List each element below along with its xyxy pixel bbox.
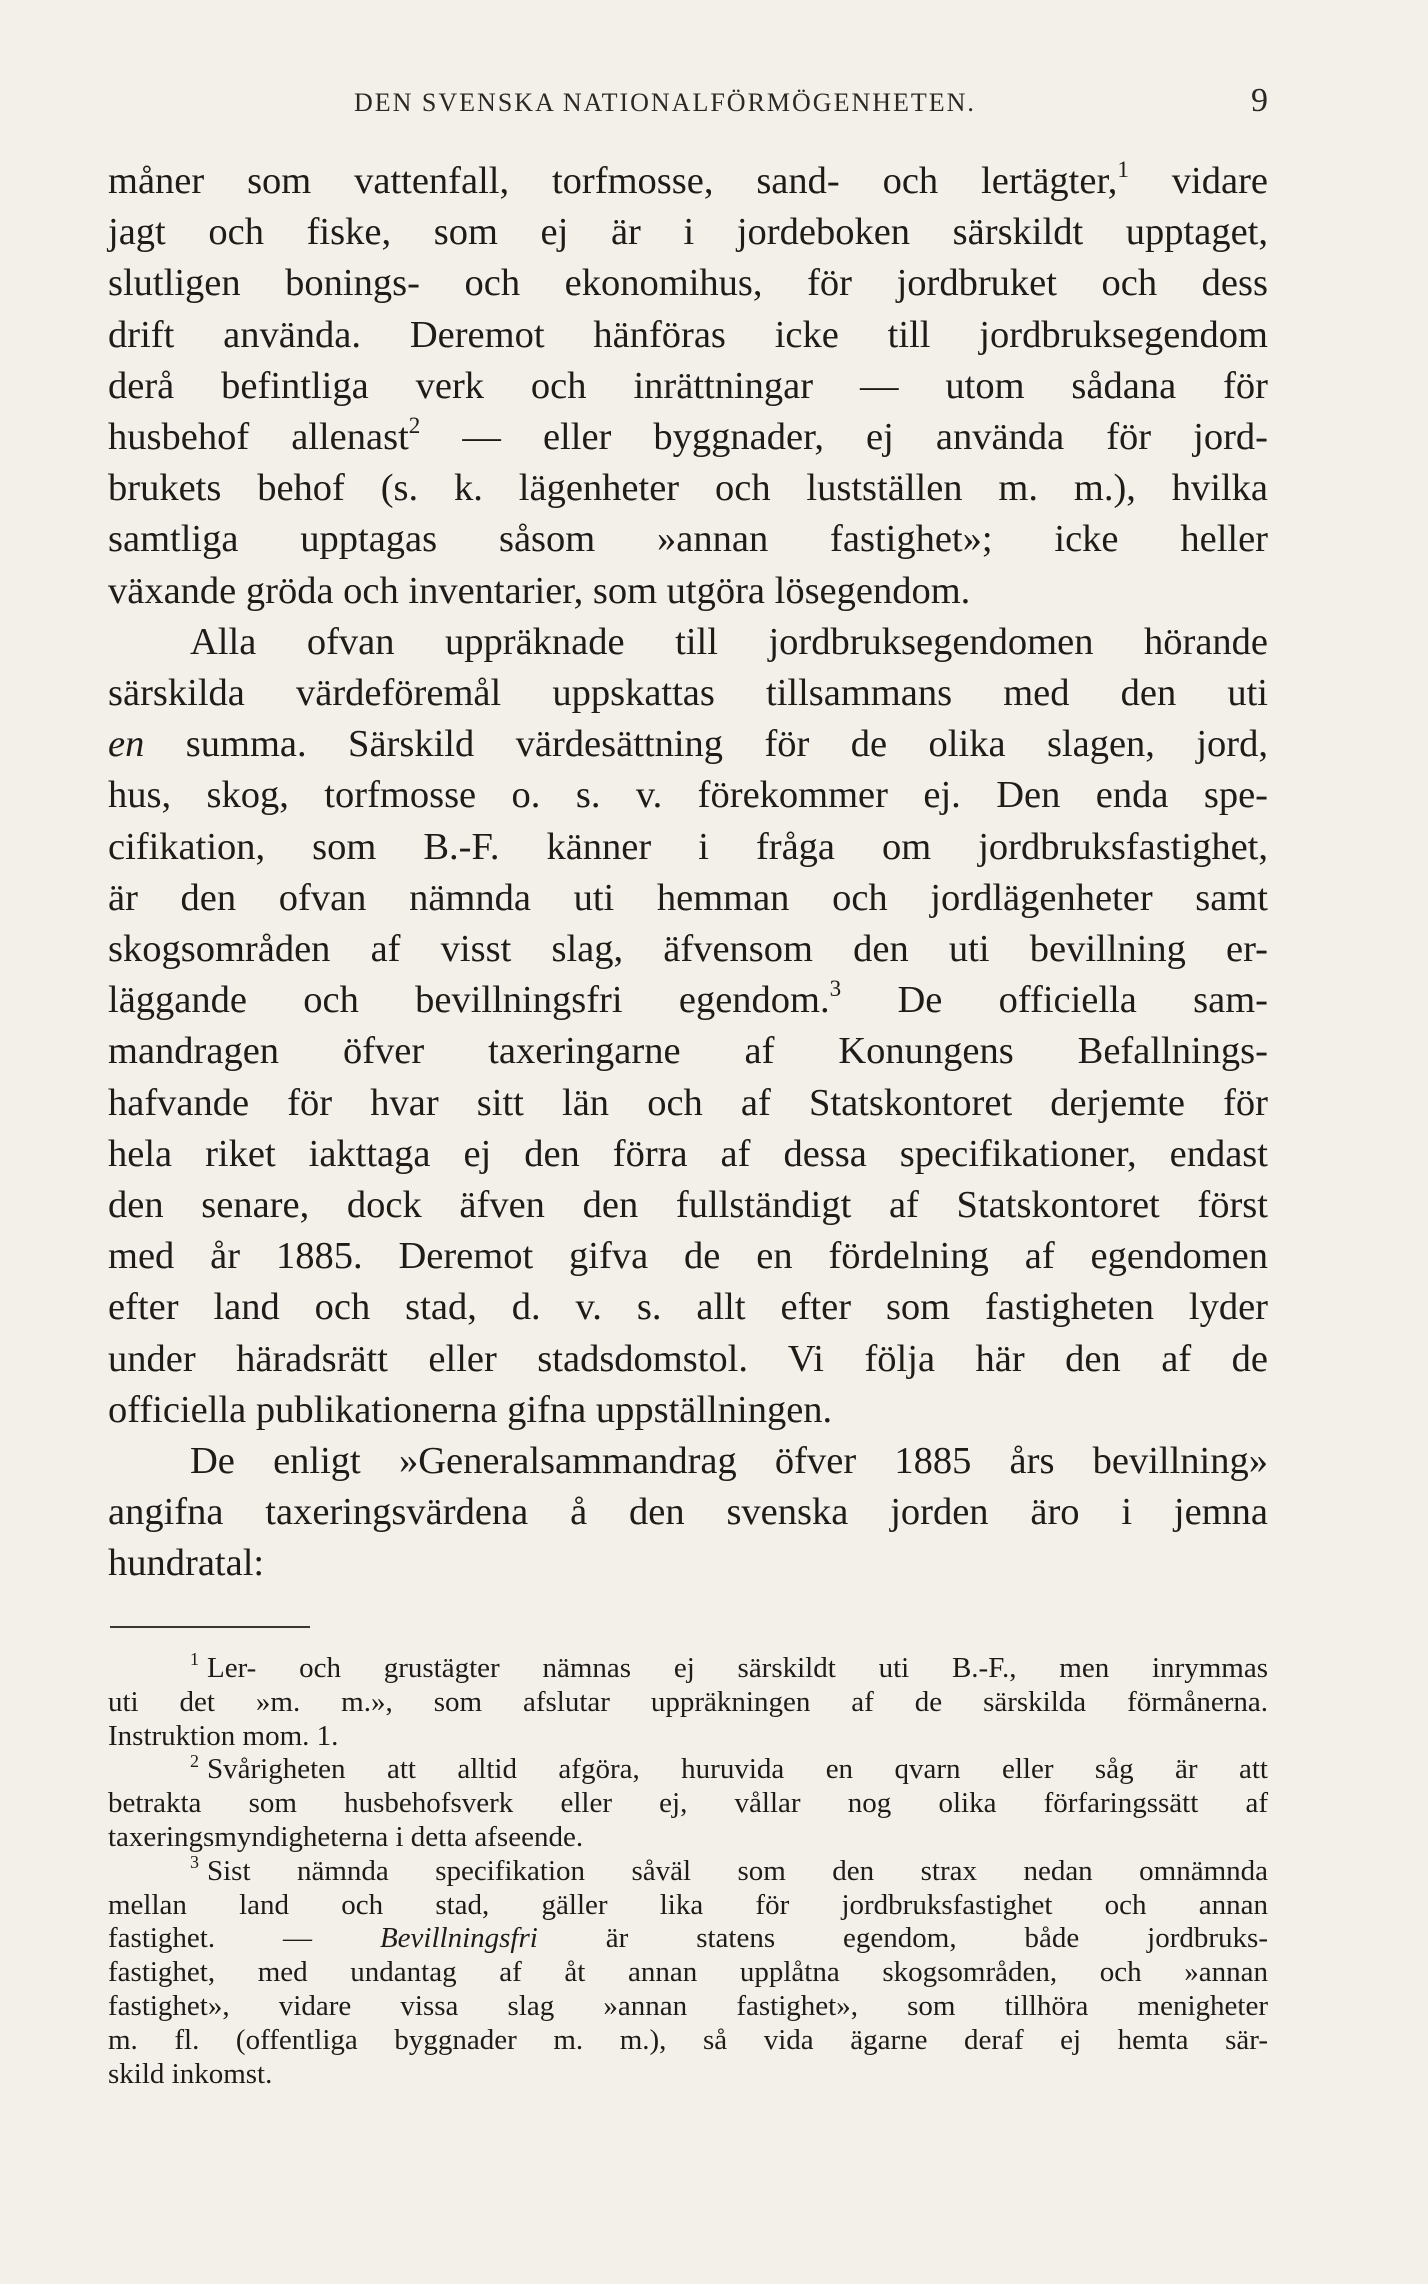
text-line: angifna taxeringsvärdena å den svenska jorden äro i jemna — [108, 1491, 1268, 1534]
text-line — [108, 1750, 1268, 1787]
text-line: mandragen öfver taxeringarne af Konungens Befallnings- — [108, 1030, 1268, 1073]
text-line: samtliga upptagas såsom »annan fastighet»; icke heller — [108, 518, 1268, 561]
text-line: officiella publikationerna gifna uppställningen. — [108, 1388, 833, 1431]
footnotes — [108, 1649, 1268, 2091]
text-line: skogsområden af visst slag, äfvensom den uti bevillning er- — [108, 928, 1268, 971]
emphasis: Bevillningsfri — [379, 1922, 538, 1955]
text-line: Instruktion mom. 1. — [108, 1719, 339, 1752]
text-line: mellan land och stad, gäller lika för jordbruksfastighet och annan — [108, 1888, 1268, 1921]
text-line: cifikation, som B.-F. känner i fråga om jordbruksfastighet, — [108, 825, 1268, 868]
text-line: m. fl. (offentliga byggnader m. m.), så vida ägarne deraf ej hemta sär- — [108, 2023, 1268, 2056]
text-line: under häradsrätt eller stadsdomstol. Vi följa här den af de — [108, 1337, 1268, 1380]
text-line — [108, 975, 1268, 1026]
footnote-number: 1 — [190, 1649, 199, 1670]
footnote-divider — [110, 1626, 310, 1628]
text-line — [108, 719, 1268, 770]
text-run: Svårigheten att alltid afgöra, huruvida en qvarn eller såg är att — [206, 1753, 1268, 1786]
paragraph-3 — [108, 1436, 1268, 1590]
text-line: Alla ofvan uppräknade till jordbruksegendomen hörande — [190, 620, 1268, 663]
running-head — [108, 82, 1268, 128]
text-line — [108, 1922, 1268, 1956]
page-number: 9 — [1251, 82, 1268, 119]
text-line: växande gröda och inventarier, som utgöra lösegendom. — [108, 569, 971, 612]
text-line: efter land och stad, d. v. s. allt efter som fastigheten lyder — [108, 1286, 1268, 1329]
text-line: taxeringsmyndigheterna i detta afseende. — [108, 1820, 584, 1853]
text-line: med år 1885. Deremot gifva de en fördelning af egendomen — [108, 1235, 1268, 1278]
text-line: hundratal: — [108, 1542, 265, 1585]
text-run: vidare — [1128, 160, 1268, 202]
text-line: drift använda. Deremot hänföras icke till jordbruksegendom — [108, 313, 1268, 356]
text-line: betrakta som husbehofsverk eller ej, vållar nog olika förfaringssätt af — [108, 1787, 1268, 1820]
text-line: uti det »m. m.», som afslutar uppräkningen af de särskilda förmånerna. — [108, 1685, 1268, 1718]
paragraph-2 — [108, 617, 1268, 1436]
text-line — [108, 156, 1268, 207]
text-run: husbehof allenast — [108, 416, 409, 459]
text-line — [108, 1649, 1268, 1686]
running-title: DEN SVENSKA NATIONALFÖRMÖGENHETEN. — [354, 88, 976, 117]
text-run: måner som vattenfall, torfmosse, sand- och lertägter, — [108, 160, 1118, 202]
text-run: summa. Särskild värdesättning för de olika slagen, jord, — [144, 723, 1268, 766]
text-line: slutligen bonings- och ekonomihus, för jordbruket och dess — [108, 262, 1268, 305]
footnote-2 — [108, 1750, 1268, 1854]
text-line: brukets behof (s. k. lägenheter och lustställen m. m.), hvilka — [108, 467, 1268, 510]
text-line: derå befintliga verk och inrättningar — utom sådana för — [108, 364, 1268, 407]
emphasis: en — [108, 723, 145, 766]
text-line: skild inkomst. — [108, 2057, 273, 2090]
body-text — [108, 156, 1268, 1590]
footnote-number: 3 — [190, 1852, 199, 1873]
text-line — [108, 412, 1268, 463]
text-line: särskilda värdeföremål uppskattas tillsammans med den uti — [108, 672, 1268, 715]
text-line: är den ofvan nämnda uti hemman och jordlägenheter samt — [108, 876, 1268, 919]
text-line: jagt och fiske, som ej är i jordeboken särskildt upptaget, — [108, 211, 1268, 254]
text-line: den senare, dock äfven den fullständigt af Statskontoret först — [108, 1184, 1268, 1227]
text-line — [108, 1852, 1268, 1889]
text-run: De officiella sam- — [841, 979, 1268, 1022]
text-run: är statens egendom, både jordbruks- — [537, 1922, 1268, 1955]
footnote-number: 2 — [190, 1750, 199, 1771]
footnote-1 — [108, 1649, 1268, 1753]
text-line: fastighet», vidare vissa slag »annan fastighet», som tillhöra menigheter — [108, 1989, 1268, 2022]
text-run: — eller byggnader, ej använda för jord- — [420, 416, 1269, 459]
footnote-ref: 2 — [408, 411, 421, 438]
text-line: hafvande för hvar sitt län och af Statskontoret derjemte för — [108, 1081, 1268, 1124]
text-run: Ler- och grustägter nämnas ej särskildt uti B.-F., men inrymmas — [206, 1652, 1268, 1684]
text-run: Sist nämnda specifikation såväl som den strax nedan omnämnda — [206, 1854, 1268, 1887]
text-line: De enligt »Generalsammandrag öfver 1885 års bevillning» — [190, 1440, 1268, 1483]
text-run: läggande och bevillningsfri egendom. — [108, 979, 830, 1022]
footnote-ref: 1 — [1117, 155, 1129, 182]
text-run: fastighet. — — [108, 1922, 380, 1955]
footnote-3 — [108, 1852, 1268, 2092]
text-line: fastighet, med undantag af åt annan upplåtna skogsområden, och »annan — [108, 1956, 1268, 1989]
footnote-ref: 3 — [829, 975, 842, 1002]
text-line: hela riket iakttaga ej den förra af dessa specifikationer, endast — [108, 1132, 1268, 1175]
text-line: hus, skog, torfmosse o. s. v. förekommer ej. Den enda spe- — [108, 774, 1268, 817]
paragraph-1 — [108, 156, 1268, 617]
